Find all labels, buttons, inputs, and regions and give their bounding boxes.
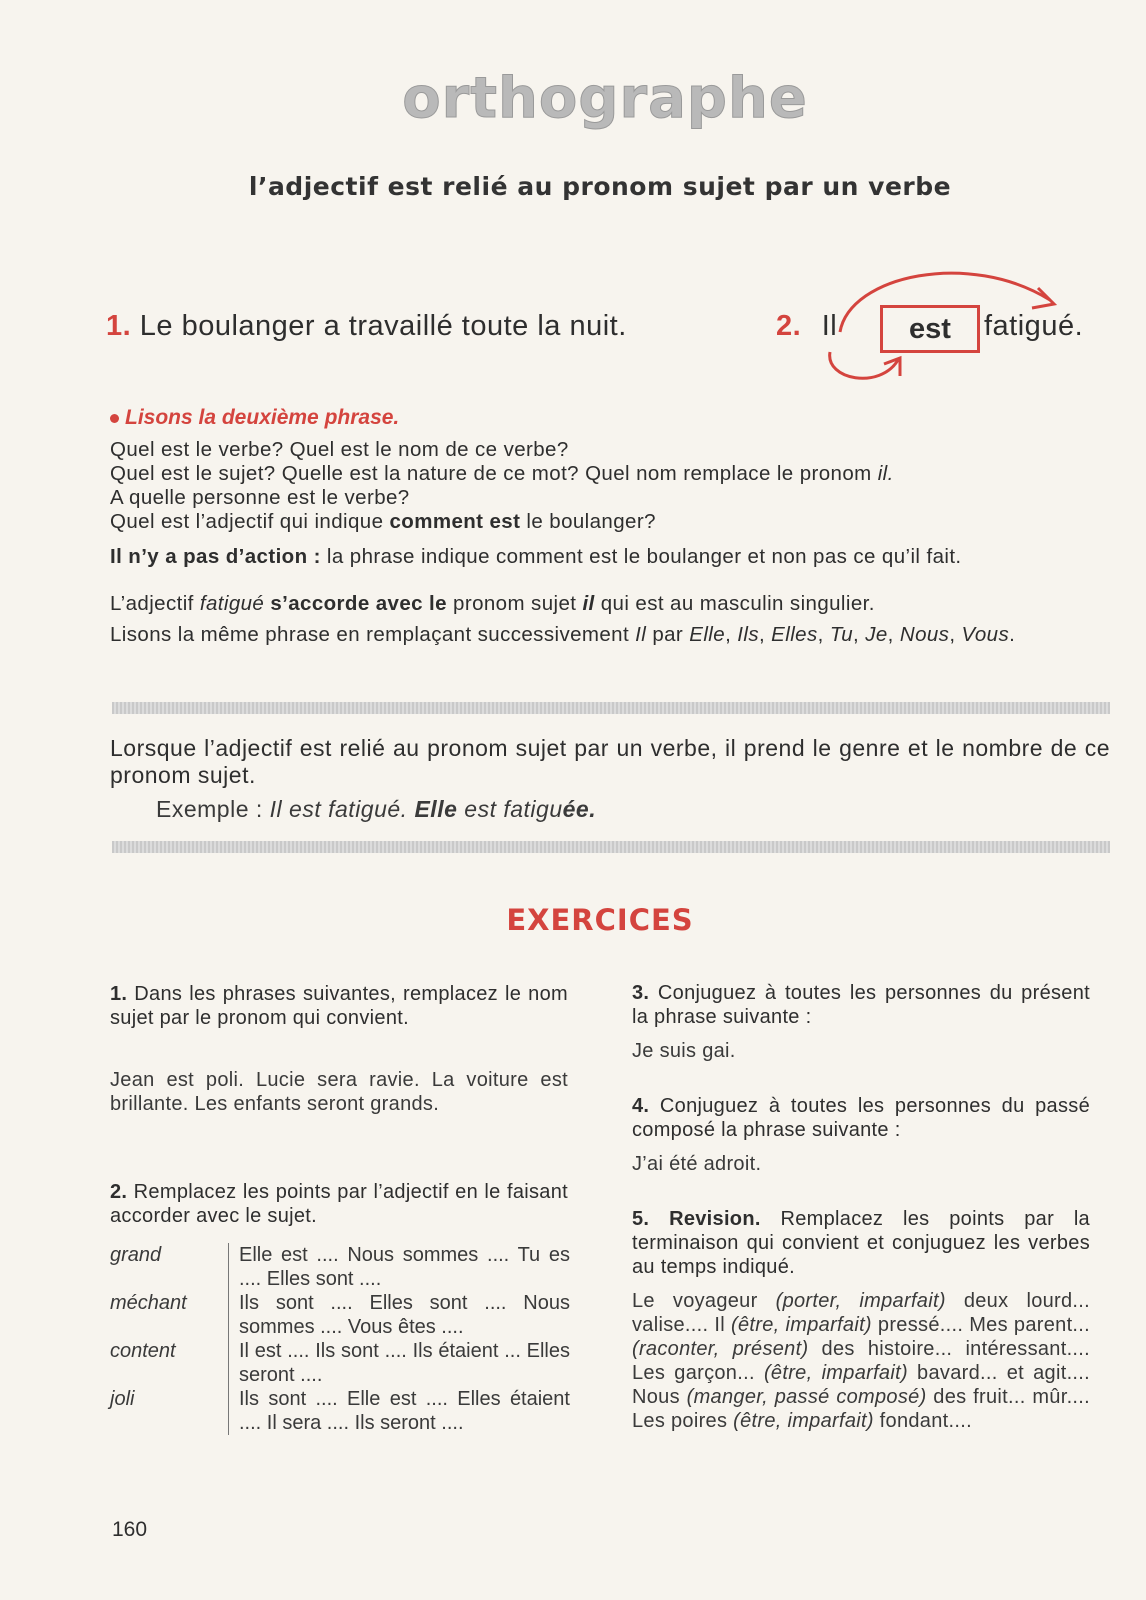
exercise-2-table	[110, 1243, 570, 1435]
rule-example: Exemple : Il est fatigué. Elle est fatiguée.	[156, 796, 597, 822]
adjective-sentences: Il est .... Ils sont .... Ils étaient ... Elles seront ....	[228, 1339, 570, 1387]
adjective-label: méchant	[110, 1292, 187, 1314]
lesson-paragraph-3: Lisons la même phrase en remplaçant successivement Il par Elle, Ils, Elles, Tu, Je, Nous, Vous.	[110, 623, 1016, 646]
rule-bottom-divider	[112, 841, 1110, 853]
rule-top-divider	[112, 702, 1110, 714]
exercises-title: EXERCICES	[506, 903, 694, 937]
exercise-1	[110, 982, 568, 1030]
adjective-label: content	[110, 1340, 176, 1362]
page-number: 160	[112, 1518, 148, 1541]
arrow-to-verb	[830, 352, 898, 378]
example-2-number: 2.	[776, 310, 802, 342]
table-row	[110, 1243, 570, 1291]
adjective-sentences: Elle est .... Nous sommes .... Tu es .... Elles sont ....	[228, 1243, 570, 1291]
lesson-paragraph-1: Il n’y a pas d’action : la phrase indique comment est le boulanger et non pas ce qu’il fait.	[110, 545, 962, 568]
exercise-5	[632, 1207, 1090, 1433]
example-2-verb-box: est	[880, 305, 980, 353]
table-row	[110, 1291, 570, 1339]
exercise-4-sentence: J’ai été adroit.	[632, 1153, 762, 1175]
bullet-icon	[110, 414, 119, 423]
example-2-adjective: fatigué.	[984, 310, 1084, 342]
lesson-questions	[110, 438, 1110, 534]
exercise-1-instruction: 1. Dans les phrases suivantes, remplacez le nom sujet par le pronom qui convient.	[110, 983, 568, 1029]
exercise-5-instruction: 5. Revision. Remplacez les points par la terminaison qui convient et conjuguez les verbes au temps indiqué.	[632, 1208, 1090, 1278]
adjective-label: grand	[110, 1244, 162, 1266]
rule-text: Lorsque l’adjectif est relié au pronom sujet par un verbe, il prend le genre et le nombre de ce pronom sujet.	[110, 735, 1110, 788]
example-sentence-1	[106, 310, 627, 343]
lesson-heading: Lisons la deuxième phrase.	[110, 406, 399, 430]
question-4: Quel est l’adjectif qui indique comment est le boulanger?	[110, 510, 656, 533]
page-title: orthographe	[402, 66, 808, 131]
exercise-4-instruction: 4. Conjuguez à toutes les personnes du passé composé la phrase suivante :	[632, 1095, 1090, 1141]
exercise-3	[632, 981, 1090, 1063]
question-3: A quelle personne est le verbe?	[110, 486, 410, 509]
question-1: Quel est le verbe? Quel est le nom de ce verbe?	[110, 438, 569, 461]
question-2: Quel est le sujet? Quelle est la nature de ce mot? Quel nom remplace le pronom il.	[110, 462, 894, 485]
page-subtitle: l’adjectif est relié au pronom sujet par un verbe	[248, 172, 952, 201]
adjective-sentences: Ils sont .... Elle est .... Elles étaient .... Il sera .... Ils seront ....	[228, 1387, 570, 1435]
exercise-5-text: Le voyageur (porter, imparfait) deux lourd... valise.... Il (être, imparfait) pressé.... Mes parent... (raconter, présent) des histoire... intéressant.... Les garçon... (être, imparfait) bavard... et agit.... Nous (manger, passé composé) des fruit... mûr.... Les poires (être, imparfait) fondant....	[632, 1290, 1091, 1432]
agreement-arrows	[820, 260, 1080, 390]
exercise-2-instruction: 2. Remplacez les points par l’adjectif en le faisant accorder avec le sujet.	[110, 1181, 568, 1227]
exercise-3-instruction: 3. Conjuguez à toutes les personnes du présent la phrase suivante :	[632, 982, 1090, 1028]
table-row	[110, 1387, 570, 1435]
adjective-sentences: Ils sont .... Elles sont .... Nous sommes .... Vous êtes ....	[228, 1291, 570, 1339]
exercise-2	[110, 1180, 568, 1228]
exercise-4	[632, 1094, 1090, 1176]
example-1-number: 1.	[106, 310, 132, 342]
exercise-1-sentences: Jean est poli. Lucie sera ravie. La voiture est brillante. Les enfants seront grands.	[110, 1069, 568, 1115]
exercise-3-sentence: Je suis gai.	[632, 1040, 736, 1062]
example-2-pronoun: Il	[821, 310, 838, 342]
arrow-to-adjective	[840, 273, 1050, 332]
table-row	[110, 1339, 570, 1387]
lesson-paragraph-2: L’adjectif fatigué s’accorde avec le pronom sujet il qui est au masculin singulier.	[110, 592, 875, 615]
adjective-label: joli	[110, 1388, 135, 1410]
example-1-text: Le boulanger a travaillé toute la nuit.	[139, 310, 627, 342]
